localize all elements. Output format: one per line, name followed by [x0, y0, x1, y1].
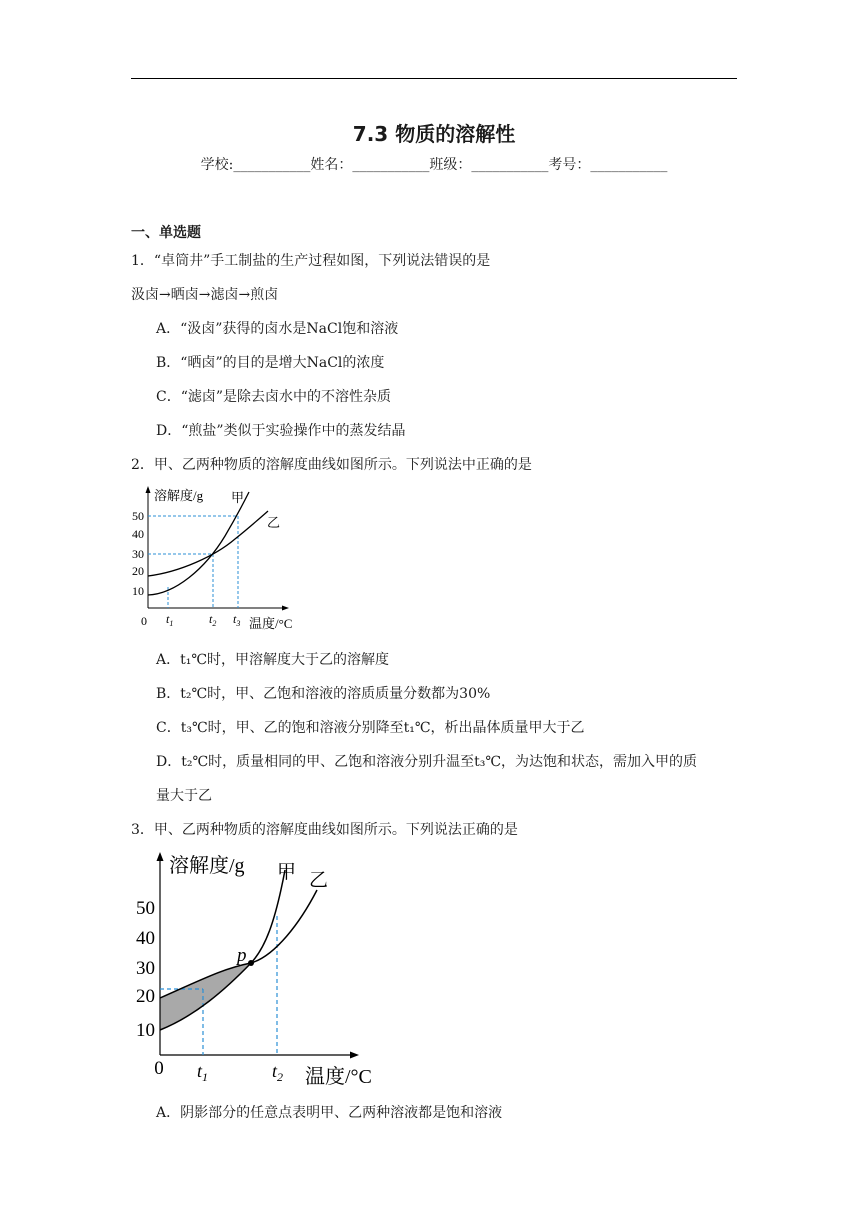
- curve-jia: [148, 492, 249, 595]
- x-axis-label: 温度/°C: [249, 616, 293, 631]
- question-2-stem: 2．甲、乙两种物质的溶解度曲线如图所示。下列说法中正确的是: [131, 457, 532, 473]
- y-axis-label: 溶解度/g: [154, 488, 204, 503]
- x-tick-t1: $t_1$: [166, 612, 174, 628]
- solubility-chart-1: [125, 484, 315, 634]
- origin-label: 0: [141, 614, 147, 628]
- curve-yi: [160, 890, 317, 998]
- question-2-option-d: D．t₂℃时，质量相同的甲、乙饱和溶液分别升温至t₃℃，为达饱和状态，需加入甲的质: [156, 754, 698, 770]
- y-tick-20: 20: [132, 564, 144, 578]
- curve-yi-label: 乙: [267, 515, 281, 530]
- point-p-label: p: [237, 945, 247, 966]
- guide-lines: [148, 516, 238, 608]
- curve-yi: [148, 511, 268, 576]
- student-info-line: 学校:___________姓名：___________班级：___________考号：___________: [200, 157, 668, 173]
- y-tick-20: 20: [136, 986, 155, 1007]
- y-tick-40: 40: [136, 928, 155, 949]
- x-axis-arrow: [350, 1052, 359, 1059]
- page-title: 7.3 物质的溶解性: [352, 122, 516, 146]
- y-tick-30: 30: [136, 958, 155, 979]
- curve-jia-label: 甲: [277, 862, 297, 883]
- x-axis-label: 温度/°C: [305, 1066, 372, 1088]
- question-2-option-d-cont: 量大于乙: [156, 788, 212, 804]
- question-1-option-c: C．“滤卤”是除去卤水中的不溶性杂质: [156, 389, 392, 405]
- question-2-option-b: B．t₂℃时，甲、乙饱和溶液的溶质质量分数都为30%: [156, 686, 491, 702]
- y-tick-30: 30: [132, 547, 144, 561]
- y-tick-50: 50: [132, 509, 144, 523]
- y-axis-arrow: [146, 486, 151, 493]
- question-1-stem: 1．“卓筒井”手工制盐的生产过程如图，下列说法错误的是: [131, 253, 491, 269]
- y-axis-label: 溶解度/g: [169, 855, 245, 877]
- y-tick-40: 40: [132, 527, 144, 541]
- x-axis-arrow: [282, 606, 289, 611]
- solubility-chart-2: [125, 848, 395, 1093]
- x-tick-t3: $t_3$: [233, 612, 241, 628]
- question-3-stem: 3．甲、乙两种物质的溶解度曲线如图所示。下列说法正确的是: [131, 822, 518, 838]
- y-tick-50: 50: [136, 898, 155, 919]
- intersection-point: [248, 960, 254, 966]
- origin-label: 0: [154, 1058, 164, 1079]
- y-axis-arrow: [157, 852, 164, 861]
- curve-jia-label: 甲: [231, 490, 245, 505]
- question-1-option-a: A．“汲卤”获得的卤水是NaCl饱和溶液: [156, 321, 399, 337]
- shaded-region: [160, 963, 251, 1030]
- x-tick-t2: $t_2$: [209, 612, 217, 628]
- question-2-option-a: A．t₁℃时，甲溶解度大于乙的溶解度: [156, 652, 390, 668]
- header-rule: [131, 78, 737, 79]
- x-tick-t1: $t_1$: [197, 1061, 209, 1084]
- y-tick-10: 10: [136, 1020, 155, 1041]
- question-3-option-a: A．阴影部分的任意点表明甲、乙两种溶液都是饱和溶液: [156, 1105, 503, 1121]
- question-1-option-b: B．“晒卤”的目的是增大NaCl的浓度: [156, 355, 385, 371]
- y-tick-10: 10: [132, 584, 144, 598]
- question-1-option-d: D．“煎盐”类似于实验操作中的蒸发结晶: [156, 423, 406, 439]
- curve-yi-label: 乙: [309, 870, 329, 891]
- section-heading: 一、单选题: [131, 225, 201, 241]
- x-tick-t2: $t_2$: [272, 1061, 284, 1084]
- question-1-process: 汲卤→晒卤→滤卤→煎卤: [131, 287, 279, 303]
- question-2-option-c: C．t₃℃时，甲、乙的饱和溶液分别降至t₁℃，析出晶体质量甲大于乙: [156, 720, 585, 736]
